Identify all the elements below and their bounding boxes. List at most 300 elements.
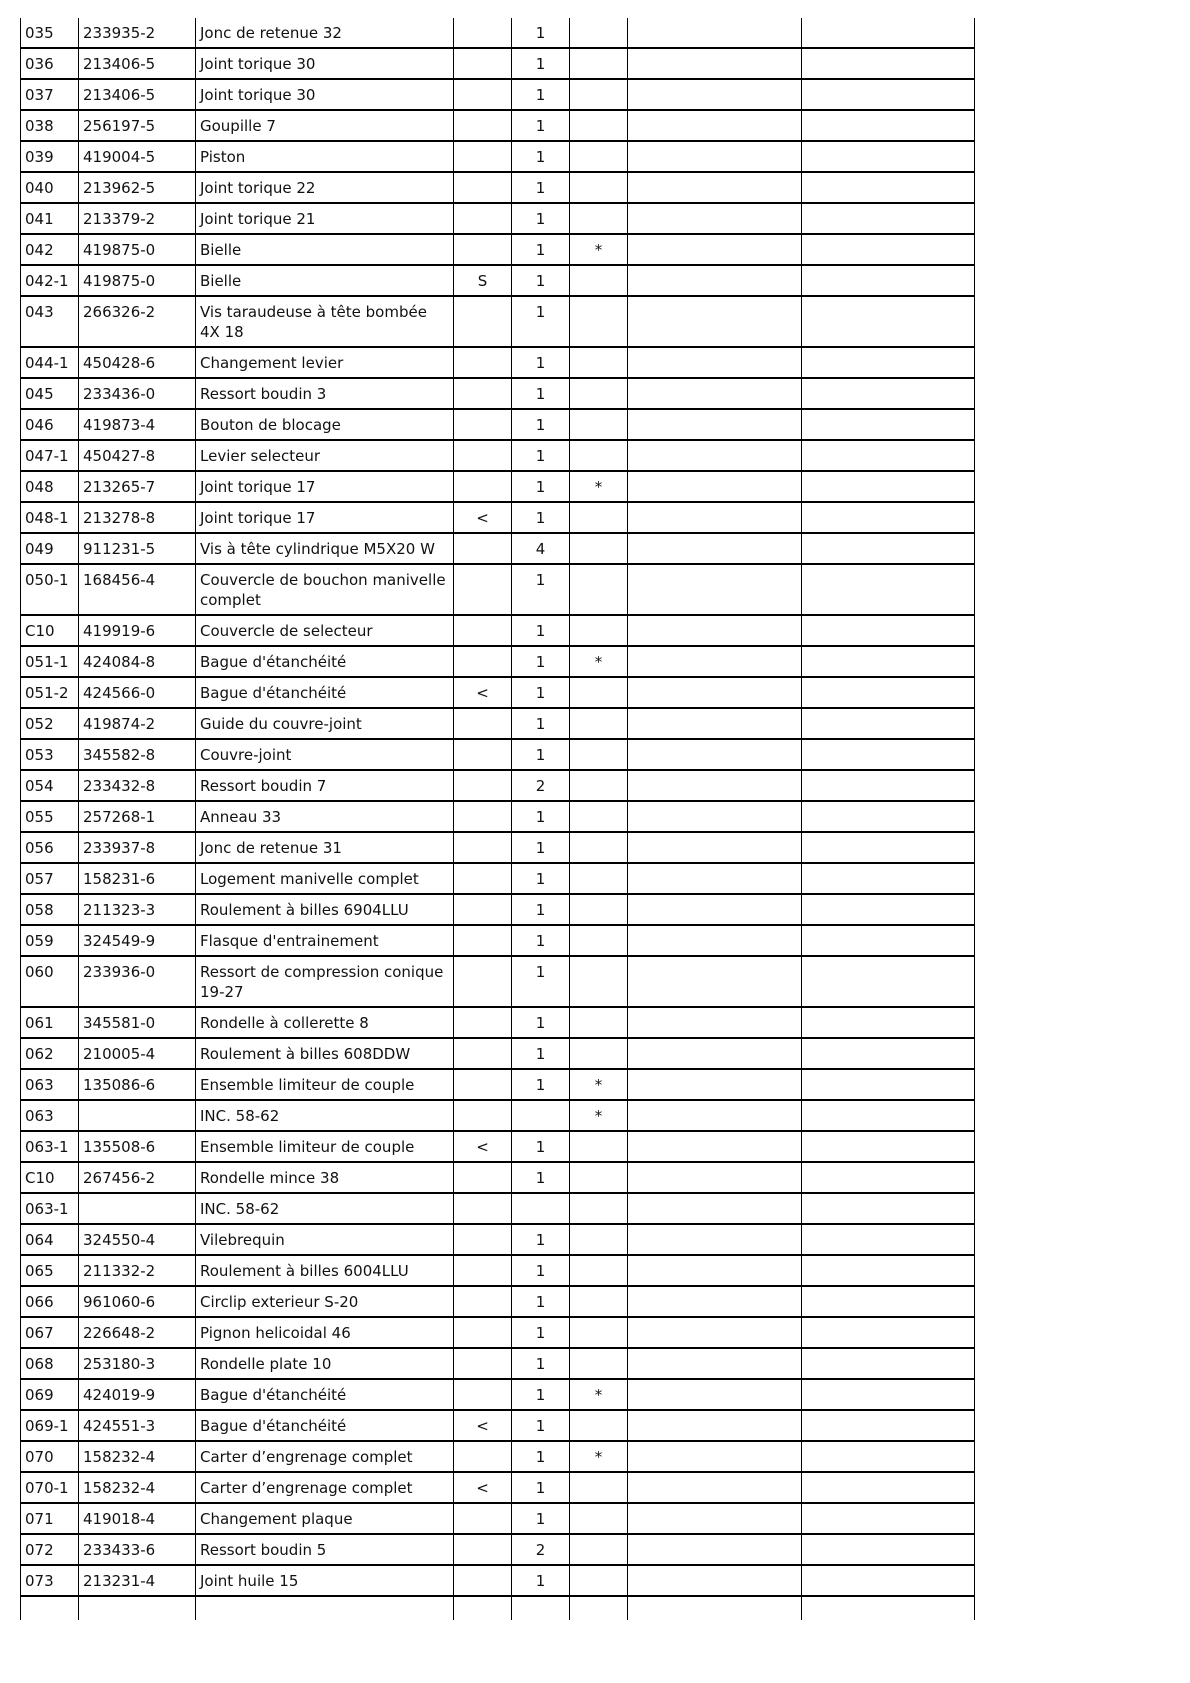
table-row: [21, 1565, 975, 1596]
table-row: [21, 1286, 975, 1317]
empty-cell: [628, 296, 802, 347]
quantity-cell: 1: [512, 79, 570, 110]
item-number-cell: 072: [21, 1534, 79, 1565]
item-number-cell: 051-1: [21, 646, 79, 677]
note-cell: *: [570, 234, 628, 265]
empty-cell: [802, 1534, 975, 1565]
item-number-cell: 053: [21, 739, 79, 770]
quantity-cell: 1: [512, 1317, 570, 1348]
empty-cell: [802, 502, 975, 533]
empty-cell: [628, 378, 802, 409]
note-cell: [570, 296, 628, 347]
empty-cell: [628, 1286, 802, 1317]
item-number-cell: 047-1: [21, 440, 79, 471]
quantity-cell: 1: [512, 1255, 570, 1286]
note-cell: [570, 110, 628, 141]
quantity-cell: [512, 1193, 570, 1224]
item-number-cell: 062: [21, 1038, 79, 1069]
item-number-cell: 066: [21, 1286, 79, 1317]
table-row: [21, 1131, 975, 1162]
table-row: [21, 1069, 975, 1100]
mark-cell: [454, 378, 512, 409]
empty-cell: [628, 739, 802, 770]
table-row: [21, 1007, 975, 1038]
quantity-cell: 1: [512, 925, 570, 956]
note-cell: [570, 440, 628, 471]
description-cell: INC. 58-62: [196, 1100, 454, 1131]
note-cell: [570, 564, 628, 615]
description-cell: Changement plaque: [196, 1503, 454, 1534]
empty-cell: [802, 79, 975, 110]
item-number-cell: 049: [21, 533, 79, 564]
item-number-cell: 050-1: [21, 564, 79, 615]
item-number-cell: 041: [21, 203, 79, 234]
quantity-cell: 1: [512, 296, 570, 347]
description-cell: Roulement à billes 608DDW: [196, 1038, 454, 1069]
description-cell: Flasque d'entrainement: [196, 925, 454, 956]
item-number-cell: 039: [21, 141, 79, 172]
empty-cell: [628, 79, 802, 110]
part-number-cell: [79, 1100, 196, 1131]
empty-cell: [802, 1565, 975, 1596]
note-cell: *: [570, 1100, 628, 1131]
note-cell: [570, 1131, 628, 1162]
part-number-cell: 345582-8: [79, 739, 196, 770]
mark-cell: [454, 110, 512, 141]
quantity-cell: 1: [512, 832, 570, 863]
empty-cell: [628, 1224, 802, 1255]
part-number-cell: 253180-3: [79, 1348, 196, 1379]
empty-cell: [802, 1348, 975, 1379]
quantity-cell: 1: [512, 440, 570, 471]
mark-cell: [454, 172, 512, 203]
mark-cell: [454, 1100, 512, 1131]
parts-list-body: [21, 18, 975, 1620]
empty-cell: [802, 646, 975, 677]
table-row: [21, 203, 975, 234]
quantity-cell: 1: [512, 502, 570, 533]
description-cell: Carter d’engrenage complet: [196, 1472, 454, 1503]
quantity-cell: 1: [512, 141, 570, 172]
mark-cell: [454, 1162, 512, 1193]
description-cell: Vis à tête cylindrique M5X20 W: [196, 533, 454, 564]
empty-cell: [802, 1255, 975, 1286]
table-row: [21, 296, 975, 347]
note-cell: [570, 1410, 628, 1441]
item-number-cell: 063: [21, 1100, 79, 1131]
description-cell: Rondelle à collerette 8: [196, 1007, 454, 1038]
quantity-cell: 1: [512, 265, 570, 296]
quantity-cell: 1: [512, 378, 570, 409]
table-row: [21, 48, 975, 79]
item-number-cell: 064: [21, 1224, 79, 1255]
empty-cell: [802, 1100, 975, 1131]
empty-cell: [628, 1317, 802, 1348]
description-cell: Ressort de compression conique 19-27: [196, 956, 454, 1007]
part-number-cell: 213265-7: [79, 471, 196, 502]
empty-cell: [628, 677, 802, 708]
mark-cell: [454, 863, 512, 894]
note-cell: [570, 141, 628, 172]
empty-cell: [628, 409, 802, 440]
empty-cell: [802, 801, 975, 832]
description-cell: Couvercle de selecteur: [196, 615, 454, 646]
note-cell: [570, 1565, 628, 1596]
item-number-cell: 058: [21, 894, 79, 925]
empty-cell: [628, 801, 802, 832]
note-cell: [570, 894, 628, 925]
table-row: [21, 1379, 975, 1410]
table-row: [21, 440, 975, 471]
part-number-cell: 424084-8: [79, 646, 196, 677]
item-number-cell: C10: [21, 1162, 79, 1193]
empty-cell: [628, 1131, 802, 1162]
empty-cell: [802, 296, 975, 347]
note-cell: [570, 801, 628, 832]
description-cell: Bielle: [196, 234, 454, 265]
quantity-cell: 2: [512, 1534, 570, 1565]
description-cell: Jonc de retenue 31: [196, 832, 454, 863]
part-number-cell: 266326-2: [79, 296, 196, 347]
item-number-cell: 046: [21, 409, 79, 440]
empty-cell: [628, 1348, 802, 1379]
item-number-cell: 048-1: [21, 502, 79, 533]
empty-cell: [802, 1007, 975, 1038]
empty-cell: [802, 110, 975, 141]
description-cell: Bague d'étanchéité: [196, 677, 454, 708]
empty-cell: [802, 471, 975, 502]
note-cell: [570, 863, 628, 894]
quantity-cell: 1: [512, 18, 570, 48]
mark-cell: [454, 956, 512, 1007]
item-number-cell: 060: [21, 956, 79, 1007]
mark-cell: [454, 79, 512, 110]
parts-list-table: [20, 18, 975, 1620]
part-number-cell: 233937-8: [79, 832, 196, 863]
mark-cell: [454, 48, 512, 79]
empty-cell: [628, 1441, 802, 1472]
quantity-cell: 1: [512, 564, 570, 615]
quantity-cell: 1: [512, 471, 570, 502]
table-row: [21, 739, 975, 770]
empty-cell: [802, 564, 975, 615]
mark-cell: [454, 1255, 512, 1286]
empty-cell: [628, 1100, 802, 1131]
note-cell: [570, 1286, 628, 1317]
empty-cell: [802, 1441, 975, 1472]
note-cell: [570, 409, 628, 440]
part-number-cell: 233935-2: [79, 18, 196, 48]
empty-cell: [802, 533, 975, 564]
empty-cell: [628, 1503, 802, 1534]
description-cell: Couvre-joint: [196, 739, 454, 770]
table-row: [21, 956, 975, 1007]
table-row: [21, 18, 975, 48]
note-cell: [570, 1193, 628, 1224]
empty-cell: [628, 18, 802, 48]
empty-cell: [628, 203, 802, 234]
empty-cell: [628, 925, 802, 956]
part-number-cell: 450428-6: [79, 347, 196, 378]
description-cell: Vilebrequin: [196, 1224, 454, 1255]
item-number-cell: 045: [21, 378, 79, 409]
item-number-cell: 042-1: [21, 265, 79, 296]
table-row: [21, 1100, 975, 1131]
empty-cell: [802, 141, 975, 172]
note-cell: *: [570, 1441, 628, 1472]
mark-cell: [454, 1224, 512, 1255]
empty-cell: [628, 1472, 802, 1503]
part-number-cell: 213278-8: [79, 502, 196, 533]
description-cell: Levier selecteur: [196, 440, 454, 471]
empty-cell: [802, 832, 975, 863]
empty-cell: [628, 471, 802, 502]
item-number-cell: 070: [21, 1441, 79, 1472]
quantity-cell: 1: [512, 1472, 570, 1503]
mark-cell: [454, 347, 512, 378]
description-cell: Rondelle plate 10: [196, 1348, 454, 1379]
description-cell: INC. 58-62: [196, 1193, 454, 1224]
empty-cell: [628, 141, 802, 172]
table-row: [21, 646, 975, 677]
item-number-cell: 035: [21, 18, 79, 48]
mark-cell: [454, 615, 512, 646]
table-row: [21, 1038, 975, 1069]
empty-cell: [628, 1007, 802, 1038]
part-number-cell: 211323-3: [79, 894, 196, 925]
mark-cell: [454, 471, 512, 502]
table-row: [21, 801, 975, 832]
empty-cell: [79, 1596, 196, 1620]
table-row: [21, 471, 975, 502]
empty-cell: [196, 1596, 454, 1620]
empty-cell: [802, 265, 975, 296]
quantity-cell: 1: [512, 172, 570, 203]
note-cell: *: [570, 646, 628, 677]
part-number-cell: 211332-2: [79, 1255, 196, 1286]
table-row: [21, 894, 975, 925]
note-cell: [570, 1224, 628, 1255]
description-cell: Rondelle mince 38: [196, 1162, 454, 1193]
part-number-cell: 213231-4: [79, 1565, 196, 1596]
item-number-cell: 048: [21, 471, 79, 502]
quantity-cell: 1: [512, 1038, 570, 1069]
quantity-cell: 1: [512, 708, 570, 739]
empty-cell: [628, 347, 802, 378]
mark-cell: [454, 234, 512, 265]
mark-cell: [454, 533, 512, 564]
empty-cell: [802, 894, 975, 925]
item-number-cell: 068: [21, 1348, 79, 1379]
empty-cell: [802, 1224, 975, 1255]
part-number-cell: 419873-4: [79, 409, 196, 440]
description-cell: Bague d'étanchéité: [196, 1410, 454, 1441]
item-number-cell: 042: [21, 234, 79, 265]
description-cell: Anneau 33: [196, 801, 454, 832]
note-cell: [570, 770, 628, 801]
mark-cell: [454, 925, 512, 956]
note-cell: [570, 172, 628, 203]
table-row: [21, 79, 975, 110]
description-cell: Ensemble limiteur de couple: [196, 1069, 454, 1100]
quantity-cell: 1: [512, 1069, 570, 1100]
item-number-cell: 037: [21, 79, 79, 110]
empty-cell: [570, 1596, 628, 1620]
note-cell: [570, 1162, 628, 1193]
mark-cell: <: [454, 677, 512, 708]
empty-cell: [802, 234, 975, 265]
mark-cell: <: [454, 1410, 512, 1441]
note-cell: [570, 378, 628, 409]
quantity-cell: 1: [512, 894, 570, 925]
table-row: [21, 863, 975, 894]
empty-cell: [802, 1131, 975, 1162]
mark-cell: [454, 739, 512, 770]
part-number-cell: 226648-2: [79, 1317, 196, 1348]
part-number-cell: 424019-9: [79, 1379, 196, 1410]
empty-cell: [628, 832, 802, 863]
part-number-cell: 911231-5: [79, 533, 196, 564]
note-cell: *: [570, 1379, 628, 1410]
item-number-cell: 067: [21, 1317, 79, 1348]
description-cell: Bague d'étanchéité: [196, 1379, 454, 1410]
description-cell: Joint torique 30: [196, 48, 454, 79]
empty-cell: [802, 615, 975, 646]
note-cell: [570, 18, 628, 48]
quantity-cell: 1: [512, 1131, 570, 1162]
mark-cell: [454, 1317, 512, 1348]
note-cell: *: [570, 471, 628, 502]
quantity-cell: 1: [512, 1379, 570, 1410]
mark-cell: [454, 708, 512, 739]
description-cell: Changement levier: [196, 347, 454, 378]
description-cell: Guide du couvre-joint: [196, 708, 454, 739]
note-cell: [570, 1317, 628, 1348]
mark-cell: S: [454, 265, 512, 296]
empty-cell: [628, 1565, 802, 1596]
empty-cell: [802, 409, 975, 440]
table-row: [21, 234, 975, 265]
empty-cell: [628, 1410, 802, 1441]
part-number-cell: [79, 1193, 196, 1224]
mark-cell: <: [454, 502, 512, 533]
table-row: [21, 1441, 975, 1472]
empty-cell: [628, 234, 802, 265]
empty-cell: [802, 1069, 975, 1100]
part-number-cell: 419919-6: [79, 615, 196, 646]
note-cell: [570, 1472, 628, 1503]
quantity-cell: 1: [512, 1410, 570, 1441]
table-row: [21, 1503, 975, 1534]
empty-cell: [802, 1410, 975, 1441]
note-cell: [570, 48, 628, 79]
empty-cell: [628, 502, 802, 533]
empty-cell: [802, 863, 975, 894]
description-cell: Joint huile 15: [196, 1565, 454, 1596]
empty-cell: [802, 440, 975, 471]
quantity-cell: 1: [512, 1286, 570, 1317]
mark-cell: [454, 1441, 512, 1472]
empty-cell: [802, 925, 975, 956]
note-cell: [570, 79, 628, 110]
part-number-cell: 424551-3: [79, 1410, 196, 1441]
empty-cell: [628, 172, 802, 203]
item-number-cell: 069-1: [21, 1410, 79, 1441]
empty-cell: [628, 533, 802, 564]
mark-cell: [454, 1534, 512, 1565]
empty-cell: [628, 615, 802, 646]
item-number-cell: 073: [21, 1565, 79, 1596]
mark-cell: [454, 1286, 512, 1317]
part-number-cell: 135086-6: [79, 1069, 196, 1100]
quantity-cell: 1: [512, 1224, 570, 1255]
mark-cell: [454, 1565, 512, 1596]
description-cell: Joint torique 22: [196, 172, 454, 203]
note-cell: [570, 203, 628, 234]
description-cell: Jonc de retenue 32: [196, 18, 454, 48]
note-cell: *: [570, 1069, 628, 1100]
item-number-cell: 036: [21, 48, 79, 79]
blank-row: [21, 1596, 975, 1620]
item-number-cell: 061: [21, 1007, 79, 1038]
mark-cell: <: [454, 1131, 512, 1162]
quantity-cell: 1: [512, 956, 570, 1007]
description-cell: Roulement à billes 6904LLU: [196, 894, 454, 925]
description-cell: Vis taraudeuse à tête bombée 4X 18: [196, 296, 454, 347]
item-number-cell: 055: [21, 801, 79, 832]
description-cell: Carter d’engrenage complet: [196, 1441, 454, 1472]
note-cell: [570, 502, 628, 533]
mark-cell: [454, 18, 512, 48]
quantity-cell: 1: [512, 1441, 570, 1472]
table-row: [21, 378, 975, 409]
table-row: [21, 925, 975, 956]
item-number-cell: 069: [21, 1379, 79, 1410]
item-number-cell: 059: [21, 925, 79, 956]
empty-cell: [628, 956, 802, 1007]
quantity-cell: 1: [512, 739, 570, 770]
table-row: [21, 1162, 975, 1193]
description-cell: Pignon helicoidal 46: [196, 1317, 454, 1348]
table-row: [21, 265, 975, 296]
empty-cell: [628, 1379, 802, 1410]
note-cell: [570, 925, 628, 956]
empty-cell: [628, 646, 802, 677]
empty-cell: [802, 172, 975, 203]
table-row: [21, 1317, 975, 1348]
empty-cell: [802, 708, 975, 739]
empty-cell: [802, 770, 975, 801]
item-number-cell: 051-2: [21, 677, 79, 708]
mark-cell: [454, 409, 512, 440]
empty-cell: [628, 1193, 802, 1224]
quantity-cell: 1: [512, 1565, 570, 1596]
description-cell: Roulement à billes 6004LLU: [196, 1255, 454, 1286]
item-number-cell: 052: [21, 708, 79, 739]
mark-cell: [454, 801, 512, 832]
mark-cell: [454, 1379, 512, 1410]
empty-cell: [512, 1596, 570, 1620]
description-cell: Goupille 7: [196, 110, 454, 141]
part-number-cell: 267456-2: [79, 1162, 196, 1193]
item-number-cell: 070-1: [21, 1472, 79, 1503]
part-number-cell: 135508-6: [79, 1131, 196, 1162]
mark-cell: [454, 440, 512, 471]
table-row: [21, 502, 975, 533]
note-cell: [570, 615, 628, 646]
description-cell: Joint torique 17: [196, 502, 454, 533]
part-number-cell: 345581-0: [79, 1007, 196, 1038]
